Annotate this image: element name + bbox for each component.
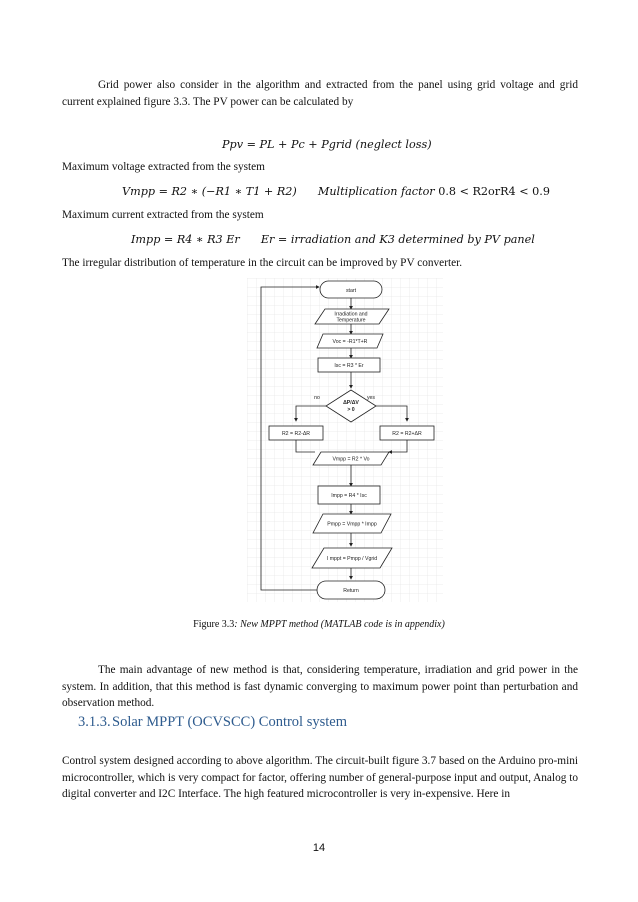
flow-text-voc: Voc = -R1*T+R <box>332 339 368 345</box>
equation-ppv: Ppv = PL + Pc + Pgrid (neglect loss) <box>222 138 432 151</box>
section-number: 3.1.3. <box>78 714 111 730</box>
paragraph-main-advantage: The main advantage of new method is that, considering temperature, irradiation and grid power in the system. In addition, that this method is fast dynamic converging to maximum power point than perturbation and observation method. <box>62 664 578 709</box>
paragraph-grid-power: Grid power also consider in the algorithm and extracted from the panel using grid voltage and grid current explained figure 3.3. The PV power can be calculated by <box>62 79 578 108</box>
flow-text-pmpp: Pmpp = Vmpp * Impp <box>327 521 377 528</box>
figure-caption-label: Figure 3.3 <box>193 619 235 630</box>
flow-text-decision: ΔP/ΔV <box>343 400 359 406</box>
equation-vmpp-factor: 0.8 < R2orR4 < 0.9 <box>438 185 550 198</box>
flow-text-r2-plus: R2 = R2+ΔR <box>392 431 422 437</box>
label-max-current: Maximum current extracted from the system <box>62 209 264 221</box>
equation-er: Er = irradiation and K3 determined by PV panel <box>260 233 535 246</box>
flow-text-isc: Isc = R3 * Er <box>334 363 364 369</box>
equation-vmpp-factor-label: Multiplication factor <box>317 185 435 198</box>
flow-text-yes: yes <box>366 395 376 401</box>
flow-text-decision-condition: > 0 <box>347 407 355 413</box>
flow-text-irradiation: Irradiation and <box>334 311 368 318</box>
flow-text-r2-minus: R2 = R2-ΔR <box>281 431 311 437</box>
page-number: 14 <box>312 842 326 854</box>
flow-text-temperature: Temperature <box>336 317 366 324</box>
equation-impp <box>131 233 535 246</box>
label-max-voltage: Maximum voltage extracted from the system <box>62 161 265 173</box>
flow-text-vmpp: Vmpp = R2 * Vo <box>332 456 370 463</box>
mppt-flowchart <box>247 278 443 602</box>
flow-text-imppt: I mppt = Pmpp / Vgrid <box>326 556 378 562</box>
paragraph-control-system: Control system designed according to above algorithm. The circuit-built figure 3.7 based on the Arduino pro-mini microcontroller, which is very compact for factor, offering number of general-purpose input and output, Analog to digital converter and I2C Interface. The high featured microcontroller is very in-expensive. Here in <box>62 755 578 800</box>
section-title: Solar MPPT (OCVSCC) Control system <box>112 714 347 730</box>
label-irregular-distribution: The irregular distribution of temperature in the circuit can be improved by PV converter. <box>62 257 463 269</box>
equation-vmpp-main: Vmpp = R2 ∗ (−R1 ∗ T1 + R2) <box>122 185 297 198</box>
equation-vmpp <box>122 185 550 198</box>
flow-text-return: Return <box>343 588 359 594</box>
section-heading <box>78 714 347 731</box>
figure-caption-text: : New MPPT method (MATLAB code is in appendix) <box>234 619 445 630</box>
flow-text-start: start <box>345 288 357 294</box>
equation-impp-main: Impp = R4 ∗ R3 Er <box>131 233 240 246</box>
figure-caption <box>0 619 638 630</box>
flow-text-no: no <box>314 395 320 401</box>
flow-text-impp: Impp = R4 * Isc <box>331 493 367 499</box>
